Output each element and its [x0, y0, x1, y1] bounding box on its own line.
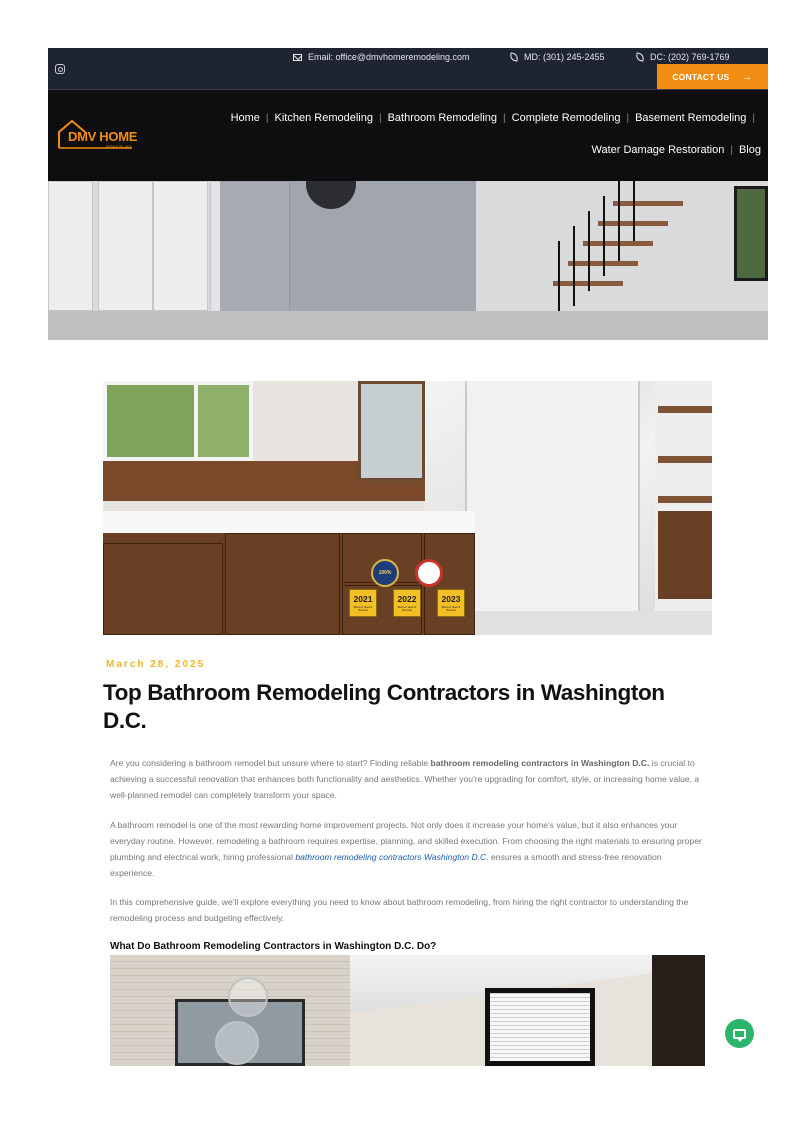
side-cabinet	[658, 511, 712, 599]
globe-light	[228, 977, 268, 1017]
bold-keyword: bathroom remodeling contractors in Washington D.C.	[430, 758, 650, 768]
paragraph-text: Are you considering a bathroom remodel but unsure where to start? Finding reliable	[110, 758, 431, 768]
hero-image	[48, 181, 768, 340]
paragraph-2	[110, 817, 708, 881]
chat-button[interactable]	[725, 1019, 754, 1048]
globe-light	[215, 1021, 259, 1065]
mail-icon	[293, 54, 302, 61]
award-label: Best of Houzz Service	[441, 604, 461, 612]
drawer	[225, 533, 340, 635]
md-phone-contact[interactable]	[510, 50, 605, 64]
stair-rail	[603, 196, 605, 276]
nav-separator: |	[265, 112, 269, 124]
email-label: Email: office@dmvhomeremodeling.com	[308, 52, 470, 62]
stair-rail	[618, 181, 620, 261]
nav-item-kitchen-remodeling[interactable]: Kitchen Remodeling	[274, 112, 373, 124]
award-badge	[415, 559, 443, 587]
nav-row-2	[591, 144, 761, 156]
instagram-icon[interactable]	[55, 64, 65, 74]
nav-row-1	[231, 112, 761, 124]
window	[103, 381, 198, 461]
stair-rail	[633, 181, 635, 241]
kitchen-counter	[48, 311, 768, 340]
countertop	[103, 511, 475, 533]
award-label: Best of Houzz Service	[397, 604, 417, 612]
shelf	[658, 456, 712, 463]
paragraph-text: is crucial to achieving a successful renovation that enhances both functionality and aesthetics. Whether you're upgrading for comfort, style, or increasing home value, a well-planned remodel can completely transform your space.	[110, 758, 700, 800]
contractors-link[interactable]: bathroom remodeling contractors Washington D.C.	[295, 852, 489, 862]
drawer	[103, 543, 223, 635]
stair-rail	[573, 226, 575, 306]
main-nav	[48, 90, 768, 181]
houzz-award-2023	[437, 589, 465, 617]
floor	[475, 611, 712, 635]
phone-icon	[509, 52, 518, 61]
stair-rail	[558, 241, 560, 321]
contact-us-button[interactable]	[657, 64, 768, 89]
dark-wall	[652, 955, 705, 1066]
paragraph-text: A bathroom remodel is one of the most rewarding home improvement projects. Not only does it increase your home's value, but it also enhances your everyday routine. However, remodeling a bathroom requires expertise, planning, and skilled execution. From choosing the right materials to ensuring proper plumbing and electrical work, hiring professional	[110, 820, 702, 862]
cabinet	[98, 181, 153, 311]
guarantee-badge	[371, 559, 399, 587]
badge-text: 100%	[378, 570, 392, 576]
dc-phone-contact[interactable]	[636, 50, 730, 64]
nav-separator: |	[752, 112, 755, 124]
phone-icon	[635, 52, 644, 61]
mirror-cabinet	[358, 381, 425, 481]
houzz-award-2021	[349, 589, 377, 617]
dc-phone-label: DC: (202) 769-1769	[650, 52, 730, 62]
houzz-award-2022	[393, 589, 421, 617]
featured-image	[103, 381, 712, 635]
cabinet	[48, 181, 93, 311]
email-contact[interactable]	[293, 50, 470, 64]
award-year: 2023	[441, 594, 461, 604]
section-heading: What Do Bathroom Remodeling Contractors in Washington D.C. Do?	[110, 941, 437, 952]
arrow-right-icon: →	[741, 70, 753, 83]
paragraph-intro	[110, 755, 708, 803]
vanity	[103, 533, 475, 635]
nav-separator: |	[730, 144, 733, 156]
nav-separator: |	[503, 112, 506, 124]
stair-step	[613, 201, 683, 206]
glass-shower	[465, 381, 640, 611]
nav-item-complete-remodeling[interactable]: Complete Remodeling	[511, 112, 621, 124]
award-label: Best of Houzz Service	[353, 604, 373, 612]
contact-us-label: CONTACT US	[672, 71, 730, 82]
chat-icon	[733, 1029, 746, 1039]
contact-row	[48, 50, 768, 64]
window	[734, 186, 768, 281]
award-year: 2022	[397, 594, 417, 604]
top-bar	[48, 48, 768, 90]
shelf	[658, 496, 712, 503]
nav-item-water-damage-restoration[interactable]: Water Damage Restoration	[591, 144, 725, 156]
window-blinds	[485, 988, 595, 1066]
nav-item-bathroom-remodeling[interactable]: Bathroom Remodeling	[387, 112, 498, 124]
stair-rail	[588, 211, 590, 291]
award-year: 2021	[353, 594, 373, 604]
nav-item-blog[interactable]: Blog	[738, 144, 761, 156]
nav-separator: |	[378, 112, 382, 124]
md-phone-label: MD: (301) 245-2455	[524, 52, 605, 62]
bathroom-image	[110, 955, 705, 1066]
logo[interactable]	[56, 118, 136, 154]
cabinet	[153, 181, 208, 311]
post-date: March 28, 2025	[106, 659, 206, 670]
paragraph-text: ensures a smooth and stress-free renovation experience.	[110, 852, 662, 878]
page-title: Top Bathroom Remodeling Contractors in Washington D.C.	[103, 680, 665, 733]
paragraph-3: In this comprehensive guide, we'll explore everything you need to know about bathroom remodeling, from hiring the right contractor to understanding the remodeling process and budgeting effectively.	[110, 897, 689, 923]
shelf	[658, 406, 712, 413]
nav-separator: |	[626, 112, 630, 124]
logo-text: DMV HOME	[68, 129, 138, 144]
logo-subtext: REMODELING	[106, 145, 132, 149]
nav-item-home[interactable]: Home	[230, 112, 260, 124]
window	[198, 381, 253, 461]
nav-item-basement-remodeling[interactable]: Basement Remodeling	[635, 112, 747, 124]
